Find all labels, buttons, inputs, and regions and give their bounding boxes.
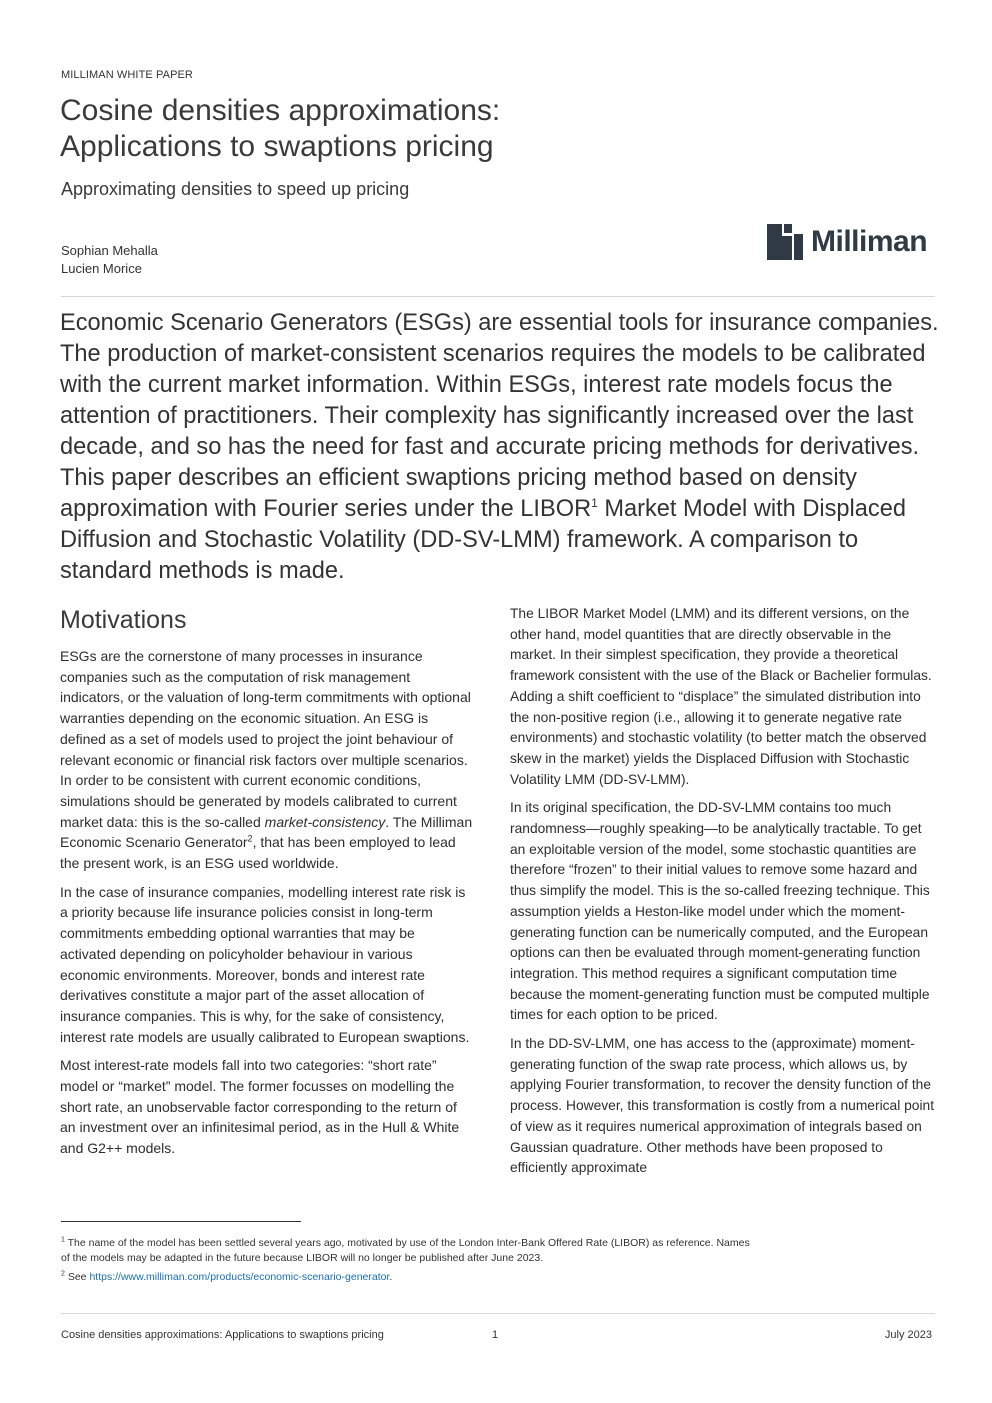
footer-date: July 2023 — [884, 1329, 932, 1341]
footnote-ref-2[interactable]: 2 — [247, 833, 253, 844]
logo-wordmark: Milliman — [811, 225, 928, 258]
footnote-number: 1 — [61, 1236, 65, 1244]
paragraph: Most interest-rate models fall into two categories: “short rate” model or “market” model. The former focusses on modelling the short rate, an unobservable factor corresponding to the return of an investment over an infinitesimal period, as in the Hull & White and G2++ models. — [60, 1057, 460, 1157]
emphasis-text: market-consistency — [264, 813, 386, 830]
right-column — [510, 604, 936, 1187]
footnote-divider — [61, 1221, 301, 1222]
page-number: 1 — [492, 1329, 499, 1341]
footnote-1 — [61, 1236, 761, 1266]
footnote-text: . — [389, 1271, 393, 1283]
author-name: Lucien Morice — [61, 261, 142, 276]
footnote-2 — [61, 1270, 761, 1285]
paragraph: In the case of insurance companies, modelling interest rate risk is a priority because life insurance policies consist in long-term commitments embedding optional warranties that may be activated depending on policyholder behaviour in various economic environments. Moreover, bonds and interest rate derivatives constitute a major part of the asset allocation of insurance companies. This is why, for the sake of consistency, interest rate models are usually calibrated to European swaptions. — [60, 883, 470, 1045]
footnote-text: The name of the model has been settled several years ago, motivated by use of the London Inter-Bank Offered Rate (LIBOR) as reference. Names of the models may be adapted in the future because LIBOR will no longer be published after June 2023. — [61, 1237, 750, 1264]
milliman-logo — [767, 224, 937, 260]
footnote-ref-1[interactable]: 1 — [591, 496, 598, 511]
paragraph: The LIBOR Market Model (LMM) and its different versions, on the other hand, model quantities that are directly observable in the market. In their simplest specification, they provide a theoretical framework consistent with the use of the Black or Bachelier formulas. Adding a shift coefficient to “displace” the simulated distribution into the non-positive region (i.e., allowing it to generate negative rate environments) and stochastic volatility (to better match the observed skew in the market) yields the Displaced Diffusion with Stochastic Volatility LMM (DD-SV-LMM). — [510, 606, 932, 787]
left-column — [60, 603, 474, 1167]
paragraph — [60, 646, 474, 874]
paragraph: In its original specification, the DD-SV-LMM contains too much randomness—roughly speaking—to be analytically tractable. To get an exploitable version of the model, some stochastic quantities are therefore “frozen” to their initial values to remove some hazard and thus simplify the model. This is the so-called freezing technique. This assumption yields a Heston-like model under which the moment-generating function can be numerically computed, and the European options can then be evaluated through moment-generating function integration. This method requires a significant computation time because the moment-generating function must be computed multiple times for each option to be priced. — [510, 800, 930, 1023]
page-title — [60, 93, 500, 165]
author-name: Sophian Mehalla — [61, 243, 158, 258]
footnote-link[interactable]: https://www.milliman.com/products/economic-scenario-generator — [89, 1271, 390, 1283]
paragraph-text: , that has been employed to lead the present work, is an ESG used worldwide. — [60, 834, 456, 872]
lead-abstract — [60, 308, 940, 587]
lead-text-continued: Market Model with Displaced Diffusion and Stochastic Volatility (DD-SV-LMM) framework. A comparison to standard methods is made. — [60, 496, 906, 584]
paragraph: In the DD-SV-LMM, one has access to the (approximate) moment-generating function of the swap rate process, which allows us, by applying Fourier transformation, to recover the density function of the process. However, this transformation is costly from a numerical point of view as it requires numerical approximation of integrals based on Gaussian quadrature. Other methods have been proposed to efficiently approximate — [510, 1036, 935, 1176]
footer-title: Cosine densities approximations: Applications to swaptions pricing — [61, 1329, 384, 1341]
paragraph-text: ESGs are the cornerstone of many processes in insurance companies such as the computation of risk management indicators, or the valuation of long-term commitments with optional warranties depending on the economic situation. An ESG is defined as a set of models used to project the joint behaviour of relevant economic or financial risk factors over multiple scenarios. In order to be consistent with current economic conditions, simulations should be generated by models calibrated to current market data: this is the so-called — [60, 648, 471, 830]
footnote-number: 2 — [61, 1270, 65, 1278]
header-divider — [61, 296, 935, 297]
title-line-2: Applications to swaptions pricing — [60, 130, 494, 163]
section-heading-motivations: Motivations — [60, 606, 187, 634]
page-subtitle: Approximating densities to speed up pricing — [61, 179, 410, 199]
lead-text: Economic Scenario Generators (ESGs) are essential tools for insurance companies. The production of market-consistent scenarios requires the models to be calibrated with the current market information. Within ESGs, interest rate models focus the attention of practitioners. Their complexity has significantly increased over the last decade, and so has the need for fast and accurate pricing methods for derivatives. This paper describes an efficient swaptions pricing method based on density approximation with Fourier series under the LIBOR — [60, 310, 939, 522]
series-label: MILLIMAN WHITE PAPER — [61, 69, 193, 81]
footer-divider — [61, 1313, 935, 1314]
title-line-1: Cosine densities approximations: — [60, 94, 501, 127]
paragraph-text: . The Milliman Economic Scenario Generator — [60, 813, 473, 851]
footnotes — [61, 1236, 761, 1289]
milliman-logo-icon — [767, 224, 803, 260]
footnote-text: See — [64, 1271, 90, 1283]
author-list — [61, 242, 158, 278]
